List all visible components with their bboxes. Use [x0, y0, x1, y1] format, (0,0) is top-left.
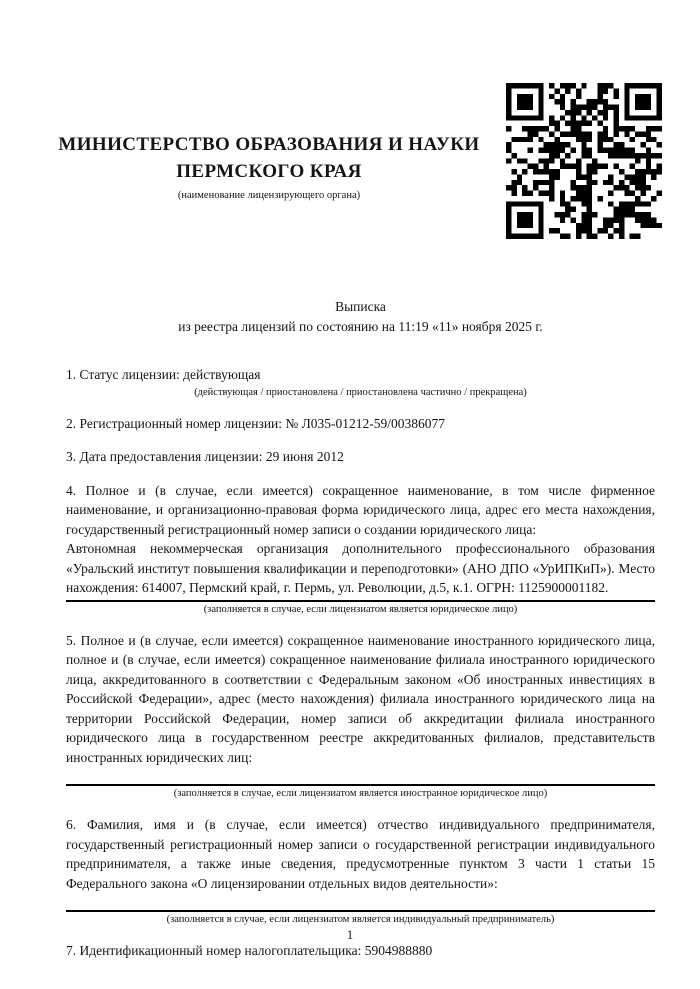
license-status-options-caption: (действующая / приостановлена / приостановлена частично / прекращена) — [194, 386, 527, 398]
ministry-header — [38, 131, 500, 202]
item-taxpayer-number — [66, 941, 655, 961]
document-title-line2: из реестра лицензий по состоянию на 11:19 «11» ноября 2025 г. — [178, 318, 543, 334]
license-status-text: 1. Статус лицензии: действующая — [66, 367, 261, 382]
legal-entity-caption: (заполняется в случае, если лицензиатом является юридическое лицо) — [203, 603, 518, 615]
item-individual-entrepreneur — [66, 815, 655, 927]
document-title — [66, 297, 655, 336]
legal-entity-label: 4. Полное и (в случае, если имеется) сокращенное наименование, в том числе фирменное наименование, и организационно-правовая форма юридического лица, адрес его места нахождения, государственный регистрационный номер записи о создании юридического лица: — [66, 482, 655, 537]
item-legal-entity — [66, 481, 655, 617]
item-license-status — [66, 365, 655, 400]
ministry-name-line2: ПЕРМСКОГО КРАЯ — [176, 161, 362, 182]
foreign-entity-label: 5. Полное и (в случае, если имеется) сокращенное наименование иностранного юридического лица, полное и (в случае, если имеется) сокращенное наименование филиала иностранного юридического лица, аккредитованного в соответствии с Федеральным законом «Об иностранных инвестициях в Российской Федерации», адрес (место нахождения) филиала иностранного юридического лица на территории Российской Федерации, номер записи об аккредитации филиала иностранного юридического лица в государственном реестре аккредитованных филиалов, представительств иностранных юридических лиц: — [66, 632, 655, 765]
foreign-entity-caption: (заполняется в случае, если лицензиатом является иностранное юридическое лицо) — [173, 788, 548, 799]
license-date-text: 3. Дата предоставления лицензии: 29 июня 2012 — [66, 449, 344, 464]
document-body — [66, 297, 655, 961]
document-title-line1: Выписка — [335, 299, 386, 314]
item-foreign-entity — [66, 631, 655, 802]
registration-number-text: 2. Регистрационный номер лицензии: № Л035-01212-59/00386077 — [66, 415, 446, 431]
individual-entrepreneur-label: 6. Фамилия, имя и (в случае, если имеется) отчество индивидуального предпринимателя, государственный регистрационный номер записи о государственной регистрации индивидуального предпринимателя, а также иные сведения, предусмотренные пунктом 3 части 1 статьи 15 Федерального закона «О лицензировании отдельных видов деятельности»: — [66, 817, 655, 891]
qr-code — [506, 83, 662, 239]
item-registration-number — [66, 414, 655, 434]
legal-entity-value: Автономная некоммерческая организация дополнительного профессионального образования «Уральский институт повышения квалификации и переподготовки» (АНО ДПО «УрИПКиП»). Место нахождения: 614007, Пермский край, г. Пермь, ул. Революции, д.5, к.1. ОГРН: 1125900001182. — [66, 541, 655, 595]
page-number: 1 — [346, 927, 354, 942]
taxpayer-number-text: 7. Идентификационный номер налогоплательщика: 5904988880 — [66, 943, 433, 958]
licensing-authority-caption: (наименование лицензирующего органа) — [177, 190, 361, 201]
individual-entrepreneur-caption: (заполняется в случае, если лицензиатом является индивидуальный предприниматель) — [166, 914, 555, 925]
ministry-name-line1: МИНИСТЕРСТВО ОБРАЗОВАНИЯ И НАУКИ — [58, 134, 480, 155]
item-license-date — [66, 447, 655, 467]
